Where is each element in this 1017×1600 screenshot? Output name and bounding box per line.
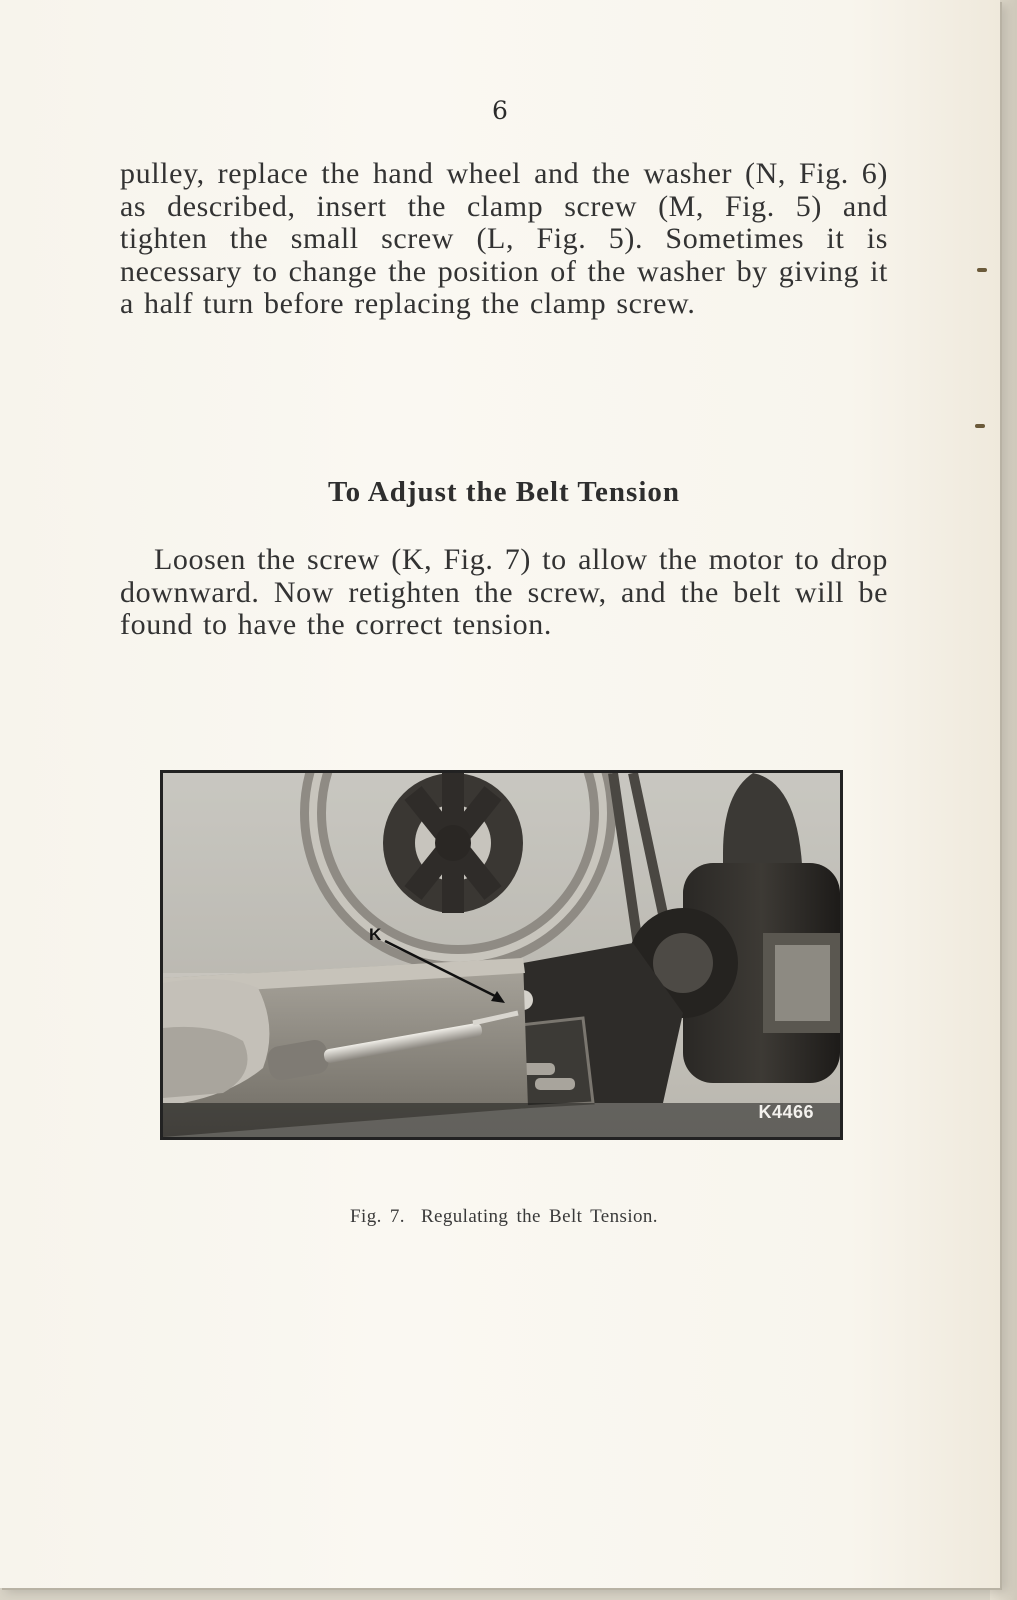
figure-caption bbox=[120, 1206, 888, 1228]
page-number: 6 bbox=[492, 96, 508, 125]
caption-text: Regulating the Belt Tension. bbox=[420, 1206, 658, 1227]
section-heading: To Adjust the Belt Tension bbox=[327, 476, 681, 508]
paragraph-belt-tension: Loosen the screw (K, Fig. 7) to allow the motor to drop downward. Now retighten the screw, and the belt will be found to have the correct tension. bbox=[120, 543, 888, 641]
belt-tension-illustration bbox=[163, 773, 840, 1137]
callout-label-k: K bbox=[369, 925, 382, 944]
shadow-floor bbox=[163, 1103, 840, 1137]
paragraph-washer-instructions: pulley, replace the hand wheel and the washer (N, Fig. 6) as described, insert the clamp screw (M, Fig. 5) and tighten the small screw (L, Fig. 5). Sometimes it is necessary to change the position of the washer by giving it a half turn before replacing the clamp screw. bbox=[120, 157, 888, 320]
page-mark bbox=[975, 424, 985, 428]
page-mark bbox=[977, 268, 987, 272]
image-code: K4466 bbox=[758, 1102, 814, 1122]
figure-belt-tension-photo bbox=[160, 770, 843, 1140]
caption-number: Fig. 7. bbox=[350, 1206, 405, 1227]
